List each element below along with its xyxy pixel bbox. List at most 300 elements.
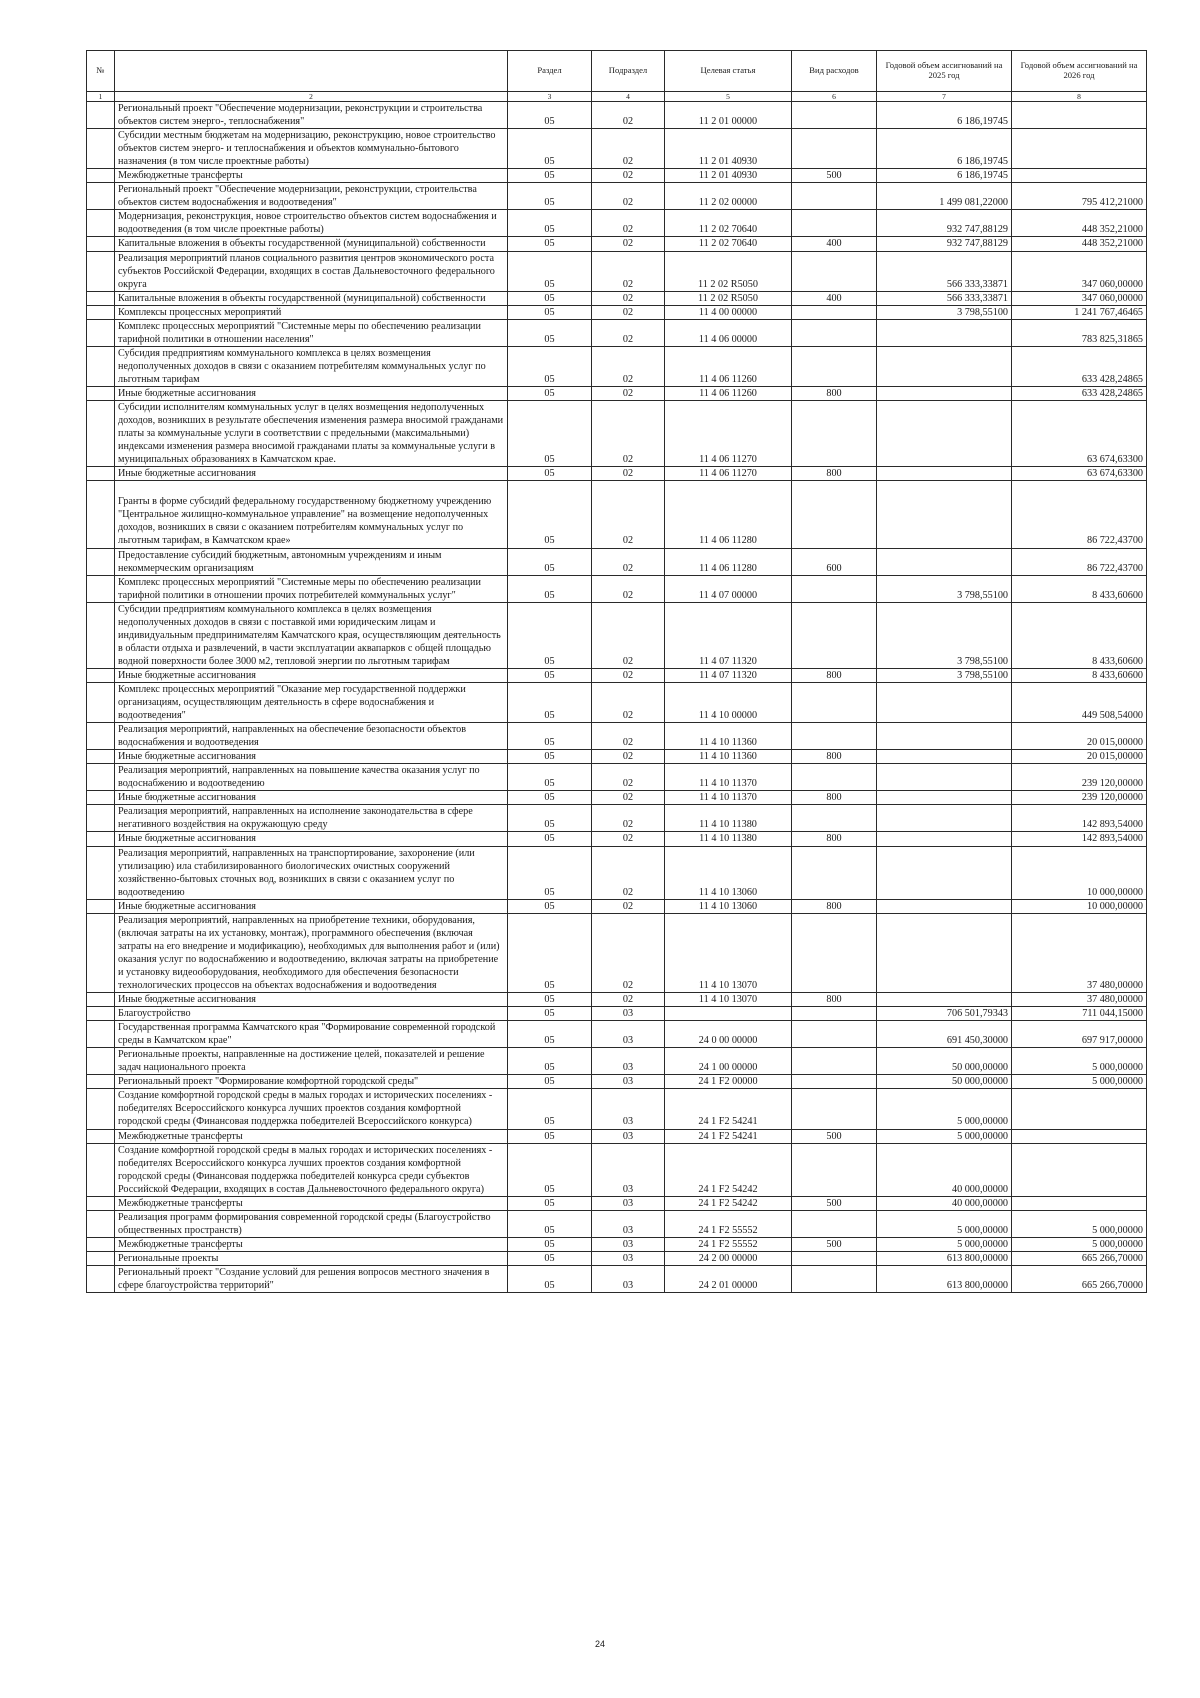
- row-section: 05: [508, 467, 592, 481]
- column-number: 6: [792, 92, 877, 102]
- row-target-article: 11 2 01 00000: [665, 102, 792, 129]
- row-amount-2026: 10 000,00000: [1012, 846, 1147, 899]
- row-name: Создание комфортной городской среды в малых городах и исторических поселениях - победителях Всероссийского конкурса лучших проектов создания комфортной городской среды (Финансовая поддержка победителей Всероссийского конкурса): [115, 1089, 508, 1129]
- row-target-article: 11 4 10 00000: [665, 682, 792, 722]
- table-row: [87, 1007, 1147, 1021]
- row-amount-2026: 347 060,00000: [1012, 251, 1147, 291]
- row-amount-2026: 665 266,70000: [1012, 1251, 1147, 1265]
- row-amount-2025: [877, 913, 1012, 992]
- row-target-article: 11 4 10 11360: [665, 723, 792, 750]
- table-row: [87, 467, 1147, 481]
- table-row: [87, 602, 1147, 668]
- row-amount-2026: 20 015,00000: [1012, 750, 1147, 764]
- row-target-article: 24 0 00 00000: [665, 1021, 792, 1048]
- row-amount-2025: 50 000,00000: [877, 1075, 1012, 1089]
- row-subsection: 03: [592, 1237, 665, 1251]
- row-amount-2025: 932 747,88129: [877, 210, 1012, 237]
- row-target-article: 11 4 10 13070: [665, 913, 792, 992]
- row-subsection: 02: [592, 129, 665, 169]
- row-amount-2025: 50 000,00000: [877, 1048, 1012, 1075]
- table-row: [87, 291, 1147, 305]
- row-number-cell: [87, 237, 115, 251]
- header-row: [87, 51, 1147, 92]
- row-amount-2025: [877, 401, 1012, 467]
- table-row: [87, 791, 1147, 805]
- row-amount-2025: [877, 467, 1012, 481]
- row-expense-type: [792, 1265, 877, 1292]
- row-amount-2025: 40 000,00000: [877, 1143, 1012, 1196]
- row-number-cell: [87, 832, 115, 846]
- row-target-article: 11 2 02 70640: [665, 237, 792, 251]
- row-section: 05: [508, 548, 592, 575]
- row-amount-2025: 40 000,00000: [877, 1196, 1012, 1210]
- row-name: Региональный проект "Создание условий для решения вопросов местного значения в сфере благоустройства территорий": [115, 1265, 508, 1292]
- row-target-article: 11 4 10 11360: [665, 750, 792, 764]
- row-section: 05: [508, 102, 592, 129]
- column-number: 2: [115, 92, 508, 102]
- row-name: Иные бюджетные ассигнования: [115, 993, 508, 1007]
- table-row: [87, 251, 1147, 291]
- row-section: 05: [508, 1048, 592, 1075]
- table-row: [87, 319, 1147, 346]
- column-number: 7: [877, 92, 1012, 102]
- row-section: 05: [508, 750, 592, 764]
- row-section: 05: [508, 791, 592, 805]
- row-target-article: 11 4 06 11280: [665, 481, 792, 548]
- row-number-cell: [87, 1021, 115, 1048]
- row-subsection: 02: [592, 319, 665, 346]
- row-amount-2026: 665 266,70000: [1012, 1265, 1147, 1292]
- row-number-cell: [87, 682, 115, 722]
- row-target-article: 11 4 06 11280: [665, 548, 792, 575]
- row-name: Субсидии местным бюджетам на модернизацию, реконструкцию, новое строительство объектов систем энерго- и теплоснабжения и объектов коммунально-бытового назначения (в том числе проектные работы): [115, 129, 508, 169]
- row-name: Иные бюджетные ассигнования: [115, 750, 508, 764]
- row-number-cell: [87, 805, 115, 832]
- header-amount-2026: Годовой объем ассигнований на 2026 год: [1012, 51, 1147, 92]
- row-amount-2025: [877, 805, 1012, 832]
- row-number-cell: [87, 1075, 115, 1089]
- table-row: [87, 1089, 1147, 1129]
- row-amount-2025: [877, 791, 1012, 805]
- row-amount-2025: 691 450,30000: [877, 1021, 1012, 1048]
- budget-table: [86, 50, 1147, 1293]
- row-amount-2026: 10 000,00000: [1012, 899, 1147, 913]
- row-amount-2026: 633 428,24865: [1012, 346, 1147, 386]
- row-subsection: 02: [592, 305, 665, 319]
- table-row: [87, 832, 1147, 846]
- row-name: Региональный проект "Обеспечение модернизации, реконструкции, строительства объектов систем водоснабжения и водоотведения": [115, 183, 508, 210]
- header-expense-type: Вид расходов: [792, 51, 877, 92]
- row-expense-type: 800: [792, 750, 877, 764]
- row-amount-2025: 613 800,00000: [877, 1265, 1012, 1292]
- row-target-article: 11 2 01 40930: [665, 169, 792, 183]
- row-section: 05: [508, 305, 592, 319]
- row-subsection: 02: [592, 467, 665, 481]
- header-amount-2025: Годовой объем ассигнований на 2025 год: [877, 51, 1012, 92]
- row-target-article: 24 1 F2 54242: [665, 1143, 792, 1196]
- column-number: 1: [87, 92, 115, 102]
- row-subsection: 02: [592, 169, 665, 183]
- row-amount-2026: 63 674,63300: [1012, 401, 1147, 467]
- header-subsection: Подраздел: [592, 51, 665, 92]
- row-section: 05: [508, 237, 592, 251]
- table-row: [87, 1196, 1147, 1210]
- row-target-article: 24 1 F2 55552: [665, 1210, 792, 1237]
- row-section: 05: [508, 401, 592, 467]
- row-number-cell: [87, 319, 115, 346]
- row-amount-2026: 448 352,21000: [1012, 210, 1147, 237]
- row-section: 05: [508, 1237, 592, 1251]
- row-amount-2026: 711 044,15000: [1012, 1007, 1147, 1021]
- row-subsection: 02: [592, 346, 665, 386]
- row-section: 05: [508, 129, 592, 169]
- row-expense-type: 800: [792, 993, 877, 1007]
- row-name: Иные бюджетные ассигнования: [115, 832, 508, 846]
- table-row: [87, 805, 1147, 832]
- row-target-article: 11 4 07 00000: [665, 575, 792, 602]
- row-expense-type: 800: [792, 791, 877, 805]
- column-number: 3: [508, 92, 592, 102]
- row-amount-2025: [877, 764, 1012, 791]
- row-section: 05: [508, 481, 592, 548]
- row-expense-type: [792, 401, 877, 467]
- row-amount-2026: 633 428,24865: [1012, 386, 1147, 400]
- header-target-article: Целевая статья: [665, 51, 792, 92]
- row-amount-2025: [877, 386, 1012, 400]
- row-number-cell: [87, 1210, 115, 1237]
- row-subsection: 02: [592, 548, 665, 575]
- row-number-cell: [87, 668, 115, 682]
- row-expense-type: 800: [792, 899, 877, 913]
- row-number-cell: [87, 1237, 115, 1251]
- row-amount-2025: [877, 993, 1012, 1007]
- row-subsection: 03: [592, 1265, 665, 1292]
- row-name: Субсидии исполнителям коммунальных услуг в целях возмещения недополученных доходов, возникших в результате обеспечения изменения размера вносимой гражданами платы за коммунальные услуги в соответствии с предельными (максимальными) индексами изменения размера вносимой гражданами платы за коммунальные услуги в муниципальных образованиях в Камчатском крае.: [115, 401, 508, 467]
- row-expense-type: [792, 1007, 877, 1021]
- table-row: [87, 1237, 1147, 1251]
- row-name: Реализация программ формирования современной городской среды (Благоустройство общественных пространств): [115, 1210, 508, 1237]
- table-row: [87, 102, 1147, 129]
- row-subsection: 02: [592, 575, 665, 602]
- row-name: Реализация мероприятий, направленных на исполнение законодательства в сфере негативного воздействия на окружающую среду: [115, 805, 508, 832]
- row-number-cell: [87, 1143, 115, 1196]
- row-amount-2026: 37 480,00000: [1012, 913, 1147, 992]
- row-expense-type: 500: [792, 1196, 877, 1210]
- row-target-article: 24 1 F2 54241: [665, 1089, 792, 1129]
- table-row: [87, 682, 1147, 722]
- row-section: 05: [508, 682, 592, 722]
- row-amount-2025: [877, 319, 1012, 346]
- column-number-row: [87, 92, 1147, 102]
- row-subsection: 03: [592, 1007, 665, 1021]
- row-expense-type: [792, 1210, 877, 1237]
- row-target-article: 11 4 06 00000: [665, 319, 792, 346]
- row-amount-2026: 448 352,21000: [1012, 237, 1147, 251]
- row-target-article: 11 2 02 70640: [665, 210, 792, 237]
- row-section: 05: [508, 1251, 592, 1265]
- row-target-article: 24 1 F2 54241: [665, 1129, 792, 1143]
- table-row: [87, 668, 1147, 682]
- row-amount-2025: [877, 346, 1012, 386]
- row-name: Субсидия предприятиям коммунального комплекса в целях возмещения недополученных доходов в связи с оказанием потребителям коммунальных услуг по льготным тарифам: [115, 346, 508, 386]
- row-target-article: 11 4 06 11260: [665, 346, 792, 386]
- row-number-cell: [87, 548, 115, 575]
- row-expense-type: [792, 913, 877, 992]
- row-expense-type: [792, 183, 877, 210]
- row-subsection: 03: [592, 1251, 665, 1265]
- row-number-cell: [87, 386, 115, 400]
- row-section: 05: [508, 251, 592, 291]
- row-amount-2026: [1012, 169, 1147, 183]
- row-target-article: 11 2 01 40930: [665, 129, 792, 169]
- row-target-article: 11 4 07 11320: [665, 668, 792, 682]
- column-number: 4: [592, 92, 665, 102]
- header-no: №: [87, 51, 115, 92]
- row-number-cell: [87, 1251, 115, 1265]
- row-amount-2026: 63 674,63300: [1012, 467, 1147, 481]
- row-target-article: [665, 1007, 792, 1021]
- row-name: Региональный проект "Формирование комфортной городской среды": [115, 1075, 508, 1089]
- row-expense-type: [792, 346, 877, 386]
- row-section: 05: [508, 668, 592, 682]
- row-number-cell: [87, 1007, 115, 1021]
- row-name: Региональные проекты, направленные на достижение целей, показателей и решение задач национального проекта: [115, 1048, 508, 1075]
- row-subsection: 02: [592, 602, 665, 668]
- row-number-cell: [87, 481, 115, 548]
- row-amount-2026: 142 893,54000: [1012, 832, 1147, 846]
- table-row: [87, 386, 1147, 400]
- row-number-cell: [87, 750, 115, 764]
- row-name: Реализация мероприятий, направленных на повышение качества оказания услуг по водоснабжению и водоотведению: [115, 764, 508, 791]
- row-number-cell: [87, 575, 115, 602]
- row-number-cell: [87, 764, 115, 791]
- row-amount-2025: [877, 548, 1012, 575]
- row-amount-2026: 5 000,00000: [1012, 1075, 1147, 1089]
- row-number-cell: [87, 291, 115, 305]
- table-row: [87, 993, 1147, 1007]
- row-number-cell: [87, 899, 115, 913]
- row-number-cell: [87, 913, 115, 992]
- row-amount-2025: 706 501,79343: [877, 1007, 1012, 1021]
- table-row: [87, 1265, 1147, 1292]
- table-row: [87, 899, 1147, 913]
- row-name: Реализация мероприятий, направленных на обеспечение безопасности объектов водоснабжения и водоотведения: [115, 723, 508, 750]
- row-name: Межбюджетные трансферты: [115, 169, 508, 183]
- row-expense-type: [792, 1075, 877, 1089]
- row-section: 05: [508, 386, 592, 400]
- row-subsection: 02: [592, 237, 665, 251]
- row-name: Создание комфортной городской среды в малых городах и исторических поселениях - победителях Всероссийского конкурса лучших проектов создания комфортной городской среды (Финансовая поддержка победителей конкурса среди субъектов Российской Федерации, входящих в состав Дальневосточного федерального округа): [115, 1143, 508, 1196]
- row-name: Реализация мероприятий, направленных на транспортирование, захоронение (или утилизацию) ила стабилизированного биологических очистных сооружений хозяйственно-бытовых сточных вод, возникших в связи с оказанием услуг по водоотведению: [115, 846, 508, 899]
- row-number-cell: [87, 346, 115, 386]
- row-amount-2026: 8 433,60600: [1012, 668, 1147, 682]
- row-expense-type: [792, 723, 877, 750]
- row-amount-2026: 783 825,31865: [1012, 319, 1147, 346]
- row-number-cell: [87, 210, 115, 237]
- row-section: 05: [508, 346, 592, 386]
- row-subsection: 02: [592, 481, 665, 548]
- row-subsection: 03: [592, 1048, 665, 1075]
- row-expense-type: 400: [792, 291, 877, 305]
- row-amount-2026: 8 433,60600: [1012, 575, 1147, 602]
- row-subsection: 03: [592, 1089, 665, 1129]
- row-amount-2026: 5 000,00000: [1012, 1210, 1147, 1237]
- row-expense-type: [792, 1251, 877, 1265]
- row-amount-2026: [1012, 102, 1147, 129]
- row-target-article: 11 2 02 R5050: [665, 251, 792, 291]
- row-amount-2026: 8 433,60600: [1012, 602, 1147, 668]
- row-subsection: 03: [592, 1021, 665, 1048]
- row-amount-2025: 6 186,19745: [877, 169, 1012, 183]
- table-row: [87, 548, 1147, 575]
- row-target-article: 11 4 06 11270: [665, 401, 792, 467]
- row-expense-type: [792, 682, 877, 722]
- table-row: [87, 575, 1147, 602]
- row-name: Региональный проект "Обеспечение модернизации, реконструкции и строительства объектов систем энерго-, теплоснабжения": [115, 102, 508, 129]
- row-section: 05: [508, 1143, 592, 1196]
- row-amount-2026: 5 000,00000: [1012, 1048, 1147, 1075]
- row-amount-2025: 613 800,00000: [877, 1251, 1012, 1265]
- row-amount-2026: [1012, 1089, 1147, 1129]
- row-expense-type: [792, 1021, 877, 1048]
- row-name: Модернизация, реконструкция, новое строительство объектов систем водоснабжения и водоотведения (в том числе проектные работы): [115, 210, 508, 237]
- row-amount-2025: [877, 682, 1012, 722]
- row-subsection: 03: [592, 1075, 665, 1089]
- row-section: 05: [508, 913, 592, 992]
- row-section: 05: [508, 169, 592, 183]
- row-target-article: 11 2 02 00000: [665, 183, 792, 210]
- row-amount-2026: 37 480,00000: [1012, 993, 1147, 1007]
- row-name: Гранты в форме субсидий федеральному государственному бюджетному учреждению "Центральное жилищно-коммунальное управление" на возмещение недополученных доходов, возникших в связи с оказанием потребителям коммунальных услуг по льготным тарифам, в Камчатском крае»: [115, 481, 508, 548]
- row-amount-2026: 86 722,43700: [1012, 548, 1147, 575]
- row-expense-type: 500: [792, 1237, 877, 1251]
- table-row: [87, 1143, 1147, 1196]
- row-subsection: 02: [592, 668, 665, 682]
- row-number-cell: [87, 1089, 115, 1129]
- table-row: [87, 129, 1147, 169]
- row-section: 05: [508, 1265, 592, 1292]
- row-expense-type: [792, 1048, 877, 1075]
- row-number-cell: [87, 993, 115, 1007]
- row-name: Межбюджетные трансферты: [115, 1196, 508, 1210]
- row-subsection: 02: [592, 401, 665, 467]
- table-row: [87, 305, 1147, 319]
- column-number: 5: [665, 92, 792, 102]
- row-subsection: 02: [592, 993, 665, 1007]
- page-number: 24: [594, 1639, 605, 1649]
- row-target-article: 11 4 10 11370: [665, 764, 792, 791]
- row-subsection: 02: [592, 291, 665, 305]
- row-amount-2025: 566 333,33871: [877, 291, 1012, 305]
- row-target-article: 11 2 02 R5050: [665, 291, 792, 305]
- row-subsection: 02: [592, 846, 665, 899]
- row-number-cell: [87, 129, 115, 169]
- row-section: 05: [508, 1021, 592, 1048]
- row-name: Субсидии предприятиям коммунального комплекса в целях возмещения недополученных доходов в связи с поставкой ими юридическим лицам и индивидуальным предпринимателям Камчатского края, осуществляющим деятельность в области отдыха и развлечений, в части эксплуатации аквапарков с общей площадью водной поверхности более 3000 м2, тепловой энергии по льготным тарифам: [115, 602, 508, 668]
- row-subsection: 02: [592, 805, 665, 832]
- row-amount-2026: 795 412,21000: [1012, 183, 1147, 210]
- row-section: 05: [508, 575, 592, 602]
- row-name: Комплекс процессных мероприятий "Системные меры по обеспечению реализации тарифной политики в отношении прочих потребителей коммунальных услуг": [115, 575, 508, 602]
- row-expense-type: 800: [792, 467, 877, 481]
- row-name: Капитальные вложения в объекты государственной (муниципальной) собственности: [115, 237, 508, 251]
- budget-sheet: [86, 50, 1146, 1293]
- row-number-cell: [87, 846, 115, 899]
- row-name: Капитальные вложения в объекты государственной (муниципальной) собственности: [115, 291, 508, 305]
- row-expense-type: 800: [792, 832, 877, 846]
- row-target-article: 24 1 F2 00000: [665, 1075, 792, 1089]
- row-name: Иные бюджетные ассигнования: [115, 386, 508, 400]
- row-amount-2026: 697 917,00000: [1012, 1021, 1147, 1048]
- row-target-article: 11 4 06 11270: [665, 467, 792, 481]
- row-section: 05: [508, 764, 592, 791]
- table-row: [87, 210, 1147, 237]
- row-subsection: 02: [592, 832, 665, 846]
- row-expense-type: [792, 251, 877, 291]
- row-subsection: 02: [592, 723, 665, 750]
- row-subsection: 02: [592, 682, 665, 722]
- row-subsection: 02: [592, 899, 665, 913]
- row-amount-2025: 1 499 081,22000: [877, 183, 1012, 210]
- row-number-cell: [87, 183, 115, 210]
- row-section: 05: [508, 805, 592, 832]
- row-name: Региональные проекты: [115, 1251, 508, 1265]
- row-expense-type: [792, 805, 877, 832]
- row-expense-type: [792, 305, 877, 319]
- row-name: Комплекс процессных мероприятий "Оказание мер государственной поддержки организациям, осуществляющим деятельность в сфере водоснабжения и водоотведения": [115, 682, 508, 722]
- row-target-article: 11 4 10 13070: [665, 993, 792, 1007]
- row-section: 05: [508, 1007, 592, 1021]
- row-section: 05: [508, 1075, 592, 1089]
- row-amount-2026: [1012, 1129, 1147, 1143]
- row-amount-2025: 3 798,55100: [877, 575, 1012, 602]
- row-name: Комплексы процессных мероприятий: [115, 305, 508, 319]
- row-expense-type: [792, 319, 877, 346]
- row-amount-2025: [877, 481, 1012, 548]
- row-target-article: 11 4 10 11380: [665, 805, 792, 832]
- table-row: [87, 237, 1147, 251]
- row-amount-2026: 20 015,00000: [1012, 723, 1147, 750]
- row-expense-type: 500: [792, 1129, 877, 1143]
- row-number-cell: [87, 467, 115, 481]
- row-amount-2025: [877, 899, 1012, 913]
- header-section: Раздел: [508, 51, 592, 92]
- row-expense-type: [792, 1143, 877, 1196]
- row-subsection: 03: [592, 1210, 665, 1237]
- row-number-cell: [87, 602, 115, 668]
- row-subsection: 02: [592, 791, 665, 805]
- row-expense-type: [792, 129, 877, 169]
- table-row: [87, 183, 1147, 210]
- row-target-article: 11 4 10 11370: [665, 791, 792, 805]
- row-number-cell: [87, 401, 115, 467]
- row-number-cell: [87, 1129, 115, 1143]
- row-expense-type: 500: [792, 169, 877, 183]
- table-row: [87, 481, 1147, 548]
- row-amount-2025: 6 186,19745: [877, 129, 1012, 169]
- header-name: [115, 51, 508, 92]
- row-expense-type: 800: [792, 386, 877, 400]
- row-expense-type: [792, 575, 877, 602]
- row-target-article: 11 4 00 00000: [665, 305, 792, 319]
- row-target-article: 24 2 01 00000: [665, 1265, 792, 1292]
- row-expense-type: [792, 764, 877, 791]
- table-row: [87, 764, 1147, 791]
- row-section: 05: [508, 993, 592, 1007]
- row-amount-2026: 347 060,00000: [1012, 291, 1147, 305]
- row-amount-2026: 5 000,00000: [1012, 1237, 1147, 1251]
- row-name: Государственная программа Камчатского края "Формирование современной городской среды в Камчатском крае": [115, 1021, 508, 1048]
